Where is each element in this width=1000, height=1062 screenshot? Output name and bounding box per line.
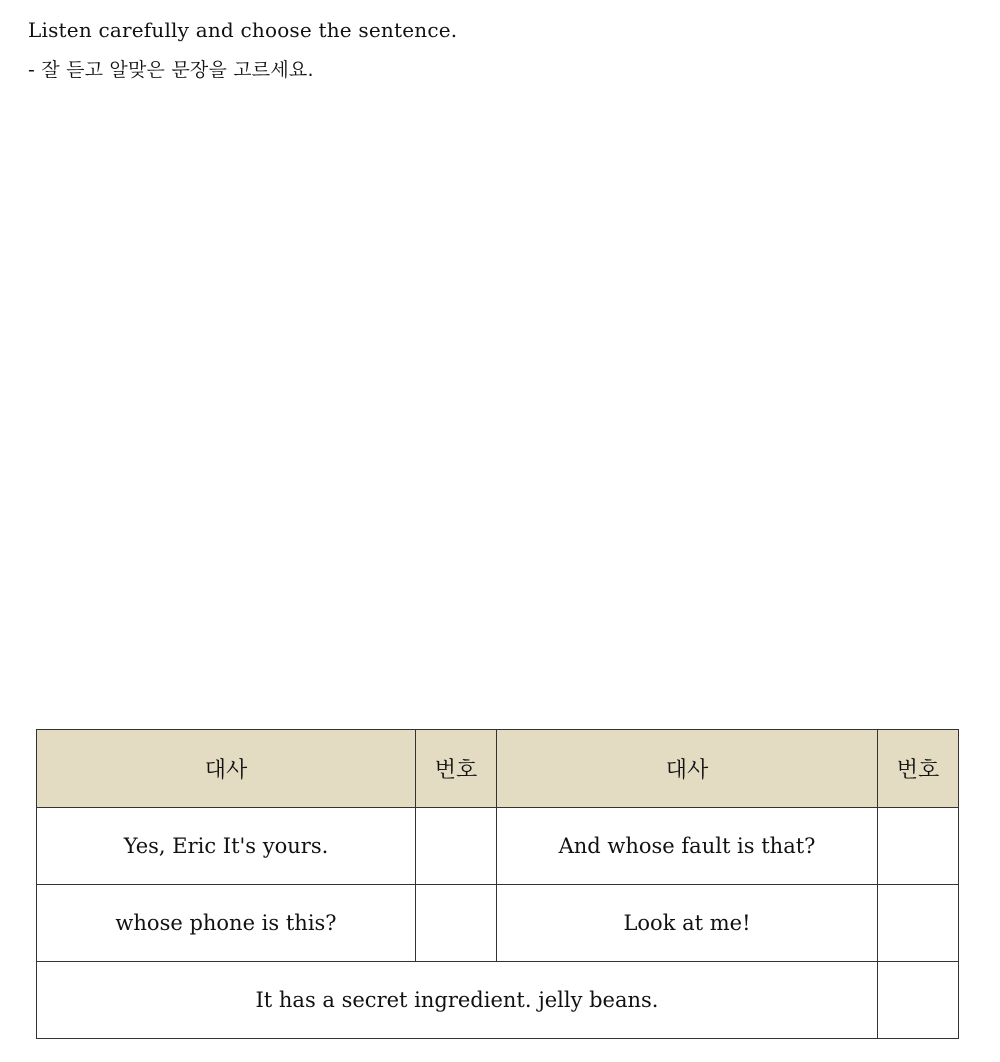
dialogue-cell: And whose fault is that? <box>497 808 878 885</box>
instruction-korean: - 잘 듣고 알맞은 문장을 고르세요. <box>28 59 314 81</box>
table-row <box>37 808 959 885</box>
header-number: 번호 <box>416 730 497 808</box>
dialogue-cell: whose phone is this? <box>37 885 416 962</box>
number-answer-slot[interactable] <box>878 885 959 962</box>
header-number: 번호 <box>878 730 959 808</box>
answer-table <box>36 729 959 1039</box>
instruction-english: Listen carefully and choose the sentence. <box>28 18 458 42</box>
table-header-row <box>37 730 959 808</box>
dialogue-cell: It has a secret ingredient. jelly beans. <box>37 962 878 1039</box>
table-row <box>37 962 959 1039</box>
number-answer-slot[interactable] <box>878 962 959 1039</box>
number-answer-slot[interactable] <box>878 808 959 885</box>
table-row <box>37 885 959 962</box>
number-answer-slot[interactable] <box>416 885 497 962</box>
number-answer-slot[interactable] <box>416 808 497 885</box>
header-dialogue: 대사 <box>497 730 878 808</box>
header-dialogue: 대사 <box>37 730 416 808</box>
dialogue-cell: Look at me! <box>497 885 878 962</box>
dialogue-cell: Yes, Eric It's yours. <box>37 808 416 885</box>
